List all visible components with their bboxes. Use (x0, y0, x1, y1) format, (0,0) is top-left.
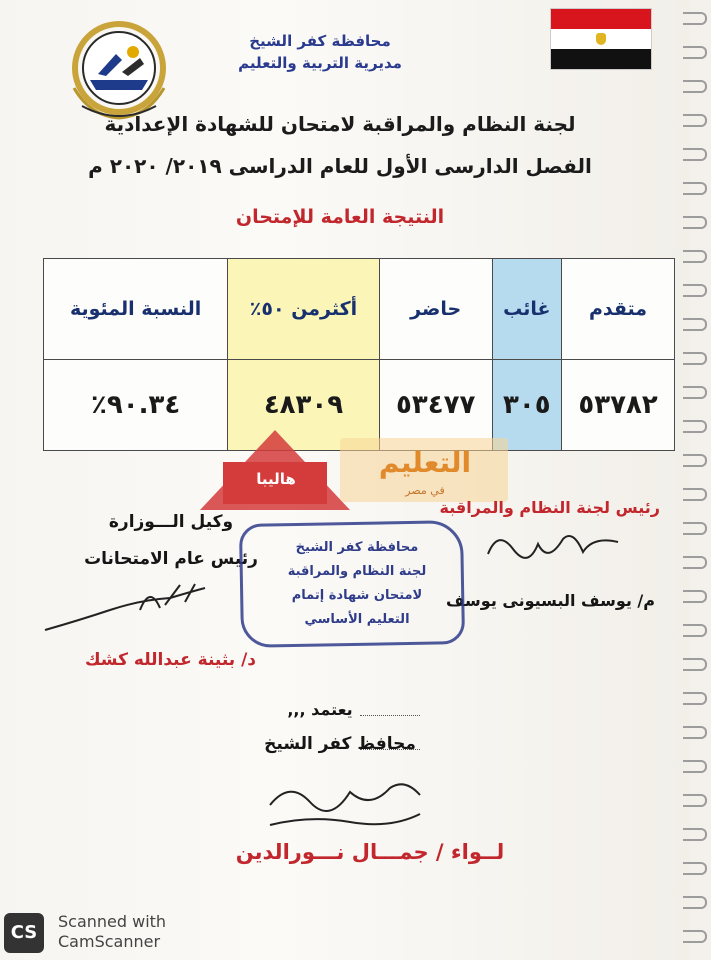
spiral-ring (683, 148, 707, 161)
governorate-name: محافظة كفر الشيخ (249, 32, 391, 50)
spiral-ring (683, 46, 707, 59)
academic-term: الفصل الدارسى الأول للعام الدراسى ٢٠١٩/ ٢٠٢٠ م (88, 154, 592, 178)
header-present: حاضر (379, 259, 492, 360)
value-present: ٥٣٤٧٧ (379, 360, 492, 451)
spiral-ring (683, 658, 707, 671)
spiral-ring (683, 182, 707, 195)
governor-signature-icon (250, 770, 430, 840)
governor-dots (360, 748, 420, 750)
chair-name: م/ يوسف البسيونى يوسف (446, 591, 655, 610)
header-above-50: أكثرمن ٥٠٪ (228, 259, 379, 360)
spiral-ring (683, 250, 707, 263)
spiral-binding (683, 0, 711, 960)
egypt-flag-icon (550, 8, 652, 70)
stamp-line: لامتحان شهادة إتمام (291, 588, 423, 603)
spiral-ring (683, 896, 707, 909)
spiral-ring (683, 556, 707, 569)
deputy-title: وكيل الـــوزارة (108, 512, 234, 532)
spiral-ring (683, 624, 707, 637)
governor-name: لــواء / جمـــال نـــورالدين (235, 840, 505, 864)
spiral-ring (683, 862, 707, 875)
chair-signature-icon (478, 524, 628, 568)
governor-title: محافظ كفر الشيخ (264, 734, 416, 754)
table-row (44, 360, 675, 451)
value-percentage: ٩٠.٣٤٪ (44, 360, 228, 451)
stamp-line: لجنة النظام والمراقبة (287, 564, 427, 579)
camscanner-badge (0, 908, 200, 956)
watermark-sub: في مصر (405, 484, 445, 497)
camscanner-icon: CS (4, 913, 44, 953)
approval-label: يعتمد ,,, (287, 700, 353, 719)
spiral-ring (683, 386, 707, 399)
spiral-ring (683, 420, 707, 433)
spiral-ring (683, 692, 707, 705)
watermark-site: ﻫﺎﻟﻴﺒﺎ (256, 470, 296, 488)
scanner-line-2: CamScanner (58, 932, 161, 951)
spiral-ring (683, 114, 707, 127)
header-applicants: متقدم (562, 259, 675, 360)
value-above-50: ٤٨٣٠٩ (228, 360, 379, 451)
spiral-ring (683, 318, 707, 331)
deputy-exam-title: رئيس عام الامتحانات (84, 549, 258, 569)
stamp-line: التعليم الأساسي (304, 612, 410, 627)
value-absent: ٣٠٥ (492, 360, 561, 451)
spiral-ring (683, 522, 707, 535)
spiral-ring (683, 726, 707, 739)
committee-title: لجنة النظام والمراقبة لامتحان للشهادة الإعدادية (104, 112, 576, 136)
header-percentage: النسبة المئوية (44, 259, 228, 360)
spiral-ring (683, 284, 707, 297)
spiral-ring (683, 760, 707, 773)
stamp-line: محافظة كفر الشيخ (295, 540, 419, 555)
spiral-ring (683, 454, 707, 467)
table-header-row (44, 259, 675, 360)
spiral-ring (683, 80, 707, 93)
spiral-ring (683, 930, 707, 943)
spiral-ring (683, 352, 707, 365)
spiral-ring (683, 828, 707, 841)
deputy-name: د/ بثينة عبدالله كشك (84, 650, 257, 670)
approval-dots (360, 714, 420, 716)
education-directorate-emblem-icon (60, 18, 178, 122)
spiral-ring (683, 12, 707, 25)
scanner-line-1: Scanned with (58, 912, 167, 931)
deputy-signature-icon (40, 580, 210, 640)
spiral-ring (683, 488, 707, 501)
spiral-ring (683, 794, 707, 807)
results-table (43, 258, 675, 451)
result-title: النتيجة العامة للإمتحان (235, 206, 445, 228)
eagle-icon (596, 33, 606, 45)
watermark-brand: التعليم (378, 446, 472, 479)
spiral-ring (683, 590, 707, 603)
value-applicants: ٥٣٧٨٢ (562, 360, 675, 451)
header-absent: غائب (492, 259, 561, 360)
directorate-name: مديرية التربية والتعليم (238, 54, 402, 72)
issuing-authority (235, 30, 405, 74)
spiral-ring (683, 216, 707, 229)
chair-title: رئيس لجنة النظام والمراقبة (439, 498, 660, 517)
